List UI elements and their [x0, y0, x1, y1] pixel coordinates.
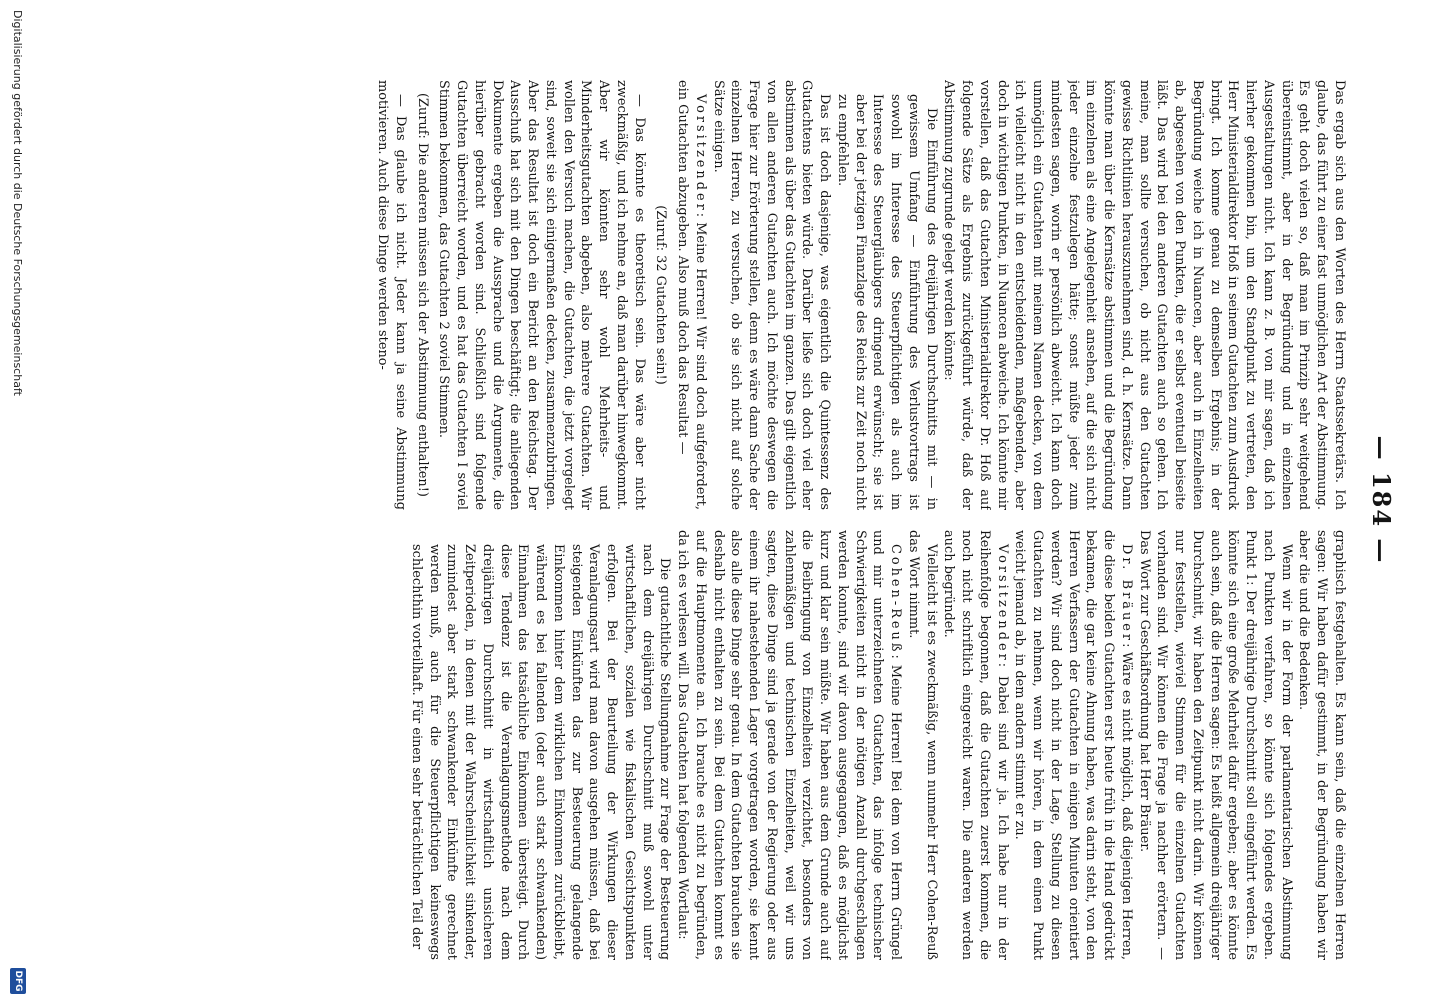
speaker-paragraph	[674, 80, 710, 510]
paragraph: Vielleicht ist es zweckmäßig, wenn nunmehr Herr Cohen-Reuß das Wort nimmt.	[906, 530, 939, 960]
quoted-text: Die gutachtliche Stellungnahme zur Frage der Besteuerung nach dem dreijährigen Durchschnitt muß sowohl unter wirtschaftlichen, sozialen wie fiskalischen Gesichtspunkten erfolgen. Bei der Beurteilung der Wirkungen dieser Veranlagungsart wird man davon ausgehen müssen, daß bei steigenden Einkünften das zur Besteuerung gelangende Einkommen hinter dem wirklichen Einkommen zurückbleibt, während es bei fallenden (oder auch stark schwankenden) Einnahmen das tatsächliche Einkommen übersteigt. Durch diese Tendenz ist die Veranlagungsmethode nach dem dreijährigen Durchschnitt in wirtschaftlich unsicheren Zeitperioden, in denen mit der Wahrscheinlichkeit sinkender, zumindest aber stark schwankender Einkünfte gerechnet werden muß, auch für die Steuerpflichtigen keineswegs schlechthin vorteilhaft. Für einen sehr beträchtlichen Teil der	[409, 544, 673, 960]
paragraph: Wenn wir in der Form der parlamentarischen Abstimmung nach Punkten verfahren, so könnte sich folgendes ergeben. Punkt 1: Der dreijährige Durchschnitt soll eingeführt werden. Es könnte sich eine große Mehrheit dafür ergeben; aber es könnte auch sein, daß die Herren sagen: Es heißt allgemein dreijähriger Durchschnitt, wir haben den Zeitpunkt nicht darin. Wir können nur feststellen, wieviel Stimmen für die einzelnen Gutachten vorhanden sind. Wir können die Frage ja nachher erörtern. — Das Wort zur Geschäftsordnung hat Herr Bräuer.	[1136, 530, 1294, 960]
quoted-text: Die Einführung des dreijährigen Durchschnitts mit — in gewissem Umfang — Einführung des Verlustvortrags ist sowohl im Interesse des Steuerpflichtigen als auch im Interesse des Steuergläubigers dringend erwünscht; sie ist aber bei der jetzigen Finanzlage des Reichs zur Zeit noch nicht zu empfehlen.	[835, 94, 939, 510]
paragraph: graphisch festgehalten. Es kann sein, daß die einzelnen Herren sagen: Wir haben dafür gestimmt, in der Begründung haben wir aber die und die Bedenken.	[1296, 530, 1347, 960]
left-column	[52, 80, 1348, 510]
paragraph: — Das glaube ich nicht. Jeder kann ja seine Abstimmung motivieren. Auch diese Dinge werden steno-	[375, 80, 408, 510]
paragraph: Das ergab sich aus den Worten des Herrn Staatssekretärs. Ich glaube, das führt zu einer fast unmöglichen Art der Abstimmung. Es geht doch vielen so, daß man im Prinzip sehr weitgehend übereinstimmt, aber in der Begründung und in einzelnen Ausgestaltungen nicht. Ich kann z. B. von mir sagen, daß ich hierher gekommen bin, um den Standpunkt zu vertreten, den Herr Ministerialdirektor Hoß in seinem Gutachten zum Ausdruck bringt. Ich komme genau zu demselben Ergebnis; in der Begründung weiche ich in Nuancen, aber auch in Einzelheiten ab, abgesehen von den Punkten, die er selbst eventuell beiseite läßt. Das wird bei den anderen Gutachten auch so gehen. Ich meine, man sollte versuchen, ob nicht aus den Gutachten gewisse Richtlinien herauszunehmen sind, d. h. Kernsätze. Dann könnte man über die Kernsätze abstimmen und die Begründung im einzelnen als eine Angelegenheit ansehen, auf die sich nicht jeder einzelne festzulegen hätte; sonst müßte jeder zum mindesten sagen, worin er persönlich abweicht. Ich kann doch unmöglich ein Gutachten mit meinem Namen decken, von dem ich vielleicht nicht in den entscheidenden, maßgebenden, aber doch in wichtigen Punkten, in Nuancen abweiche. Ich könnte mir vorstellen, daß das Gutachten Ministerialdirektor Dr. Hoß auf folgende Sätze als Ergebnis zurückgeführt würde, daß der Abstimmung zugrunde gelegt werden könnte:	[941, 80, 1347, 510]
speaker-name: Vorsitzender	[994, 544, 1010, 663]
interjection: (Zuruf: Die anderen müssen sich der Abstimmung enthalten!)	[414, 93, 430, 497]
dfg-logo: DFG	[10, 968, 26, 994]
paragraph: — Das könnte es theoretisch sein. Das wäre aber nicht zweckmäßig, und ich nehme an, daß man darüber hinwegkommt. Aber wir könnten sehr wohl Mehrheits- und Minderheitsgutachten abgeben, also mehrere Gutachten. Wir wollen den Versuch machen, die Gutachten, die jetzt vorgelegt sind, soweit sie sich einigermaßen decken, zusammenzubringen. Aber das Resultat ist doch ein Bericht an den Reichstag. Der Ausschuß hat sich mit den Dingen beschäftigt; die anliegenden Dokumente ergeben die Aussprache und die Argumente, die hierüber gebracht worden sind. Schließlich sind folgende Gutachten überreicht worden, und es hat das Gutachten I soviel Stimmen bekommen, das Gutachten 2 soviel Stimmen.	[436, 80, 647, 510]
digitization-footer	[6, 0, 28, 1000]
footer-text: Digitalisierung gefördert durch die Deutsche Forschungsgemeinschaft	[11, 10, 24, 396]
speaker-paragraph	[940, 530, 1011, 960]
page-number: — 184 —	[1367, 435, 1396, 565]
right-column	[52, 530, 1348, 960]
speaker-text: : Meine Herren! Wir sind doch aufgefordert, ein Gutachten abzugeben. Also muß doch das Resultat —	[675, 80, 708, 510]
speaker-name: Vorsitzender	[693, 94, 708, 213]
paragraph: Das ist doch dasjenige, was eigentlich die Quintessenz des Gutachtens bieten würde. Darüber ließe sich doch viel eher abstimmen als über das Gutachten im ganzen. Das gilt eigentlich von allen anderen Gutachten auch. Ich möchte deswegen die Frage hier zur Erörterung stellen, denn es wäre dann Sache der einzelnen Herren, zu versuchen, ob sie sich nicht auf solche Sätze einigen.	[710, 80, 833, 510]
speaker-name: Dr. Bräuer	[1119, 544, 1134, 644]
speaker-paragraph	[1011, 530, 1135, 960]
speaker-text: : Wäre es nicht möglich, daß diejenigen Herren, die diese beiden Gutachten erst heute früh in die Hand gedrückt bekamen, die gar keine Ahnung haben, was darin steht, von den Herren Verfassern der Gutachten in einigen Minuten orientiert werden? Wir sind doch nicht in der Lage, Stellung zu diesen Gutachten zu nehmen, wenn wir hören, in dem einen Punkt weicht jemand ab, in dem andern stimmt er zu.	[1012, 530, 1134, 960]
speaker-text: : Meine Herren! Bei dem von Herrn Grüngel und mir unterzeichneten Gutachten, das infolge technischer Schwierigkeiten nicht in der nötigen Anzahl durchgeschlagen werden konnte, sind wir davon ausgegangen, daß es möglichst kurz und klar sein müßte. Wir haben aus dem Grunde auch auf die Beibringung von Einzelheiten verzichtet, besonders von zahlenmäßigen und technischen Einzelheiten, weil wir uns sagten, diese Dinge sind ja gerade von der Regierung oder aus einem ihr nahestehenden Lager vorgetragen worden, sie kennt also alle diese Dinge sehr genau. In dem Gutachten brauchen sie deshalb nicht enthalten zu sein. Bei dem Gutachten kommt es auf die Hauptmomente an. Ich brauche es nicht zu begründen, da ich es verlesen will. Das Gutachten hat folgenden Wortlaut:	[675, 530, 904, 960]
speaker-paragraph	[674, 530, 905, 960]
speaker-text: : Dabei sind wir ja. Ich habe nur in der Reihenfolge begonnen, daß die Gutachten zuerst kommen, die noch nicht schriftlich eingereicht waren. Die anderen werden auch begründet.	[941, 530, 1010, 960]
speaker-name: Cohen-Reuß	[888, 544, 904, 655]
interjection: (Zuruf: 32 Gutachten sein!)	[653, 205, 669, 385]
